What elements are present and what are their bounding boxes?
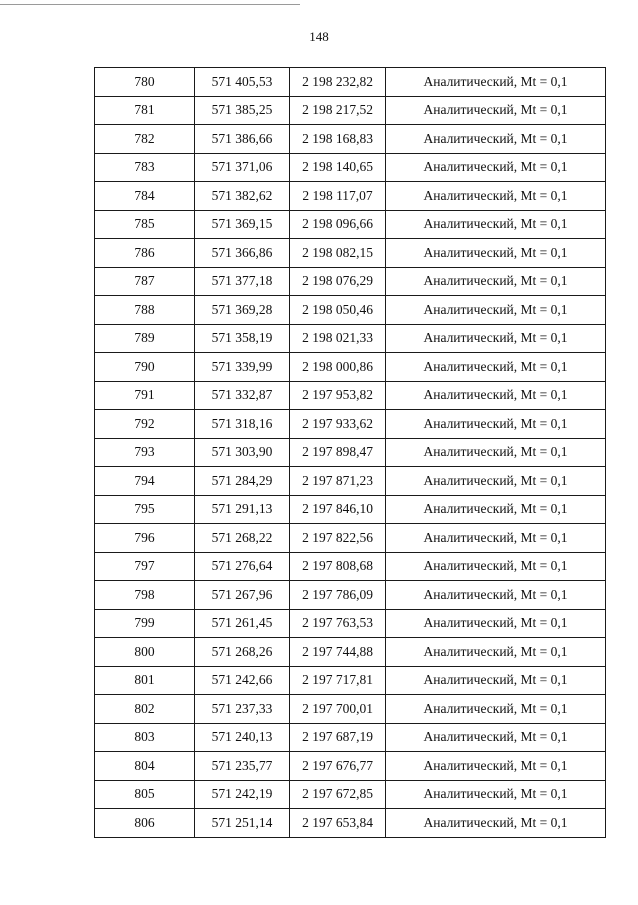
point-number-cell: 804 [95, 752, 195, 781]
y-coordinate-cell: 2 197 786,09 [290, 581, 386, 610]
point-number-cell: 781 [95, 96, 195, 125]
y-coordinate-cell: 2 197 676,77 [290, 752, 386, 781]
y-coordinate-cell: 2 198 000,86 [290, 353, 386, 382]
method-cell: Аналитический, Mt = 0,1 [386, 666, 606, 695]
y-coordinate-cell: 2 198 117,07 [290, 182, 386, 211]
table-row [95, 296, 606, 325]
y-coordinate-cell: 2 198 082,15 [290, 239, 386, 268]
y-coordinate-cell: 2 197 846,10 [290, 495, 386, 524]
page-number: 148 [309, 29, 329, 44]
point-number-cell: 786 [95, 239, 195, 268]
method-cell: Аналитический, Mt = 0,1 [386, 182, 606, 211]
table-row [95, 353, 606, 382]
point-number-cell: 802 [95, 695, 195, 724]
x-coordinate-cell: 571 251,14 [195, 809, 290, 838]
y-coordinate-cell: 2 197 687,19 [290, 723, 386, 752]
method-cell: Аналитический, Mt = 0,1 [386, 68, 606, 97]
table-row [95, 524, 606, 553]
x-coordinate-cell: 571 377,18 [195, 267, 290, 296]
y-coordinate-cell: 2 197 763,53 [290, 609, 386, 638]
y-coordinate-cell: 2 197 933,62 [290, 410, 386, 439]
y-coordinate-cell: 2 198 050,46 [290, 296, 386, 325]
x-coordinate-cell: 571 303,90 [195, 438, 290, 467]
table-row [95, 609, 606, 638]
method-cell: Аналитический, Mt = 0,1 [386, 96, 606, 125]
table-row [95, 96, 606, 125]
point-number-cell: 803 [95, 723, 195, 752]
table-row [95, 467, 606, 496]
y-coordinate-cell: 2 197 717,81 [290, 666, 386, 695]
table-row [95, 210, 606, 239]
y-coordinate-cell: 2 197 953,82 [290, 381, 386, 410]
x-coordinate-cell: 571 366,86 [195, 239, 290, 268]
table-row [95, 438, 606, 467]
x-coordinate-cell: 571 291,13 [195, 495, 290, 524]
x-coordinate-cell: 571 339,99 [195, 353, 290, 382]
point-number-cell: 784 [95, 182, 195, 211]
table-row [95, 809, 606, 838]
table-row [95, 381, 606, 410]
point-number-cell: 789 [95, 324, 195, 353]
x-coordinate-cell: 571 369,15 [195, 210, 290, 239]
table-row [95, 752, 606, 781]
y-coordinate-cell: 2 198 168,83 [290, 125, 386, 154]
y-coordinate-cell: 2 197 898,47 [290, 438, 386, 467]
method-cell: Аналитический, Mt = 0,1 [386, 125, 606, 154]
method-cell: Аналитический, Mt = 0,1 [386, 324, 606, 353]
coordinates-table [94, 67, 606, 838]
table-row [95, 723, 606, 752]
table-row [95, 552, 606, 581]
point-number-cell: 793 [95, 438, 195, 467]
method-cell: Аналитический, Mt = 0,1 [386, 153, 606, 182]
point-number-cell: 782 [95, 125, 195, 154]
table-row [95, 153, 606, 182]
x-coordinate-cell: 571 332,87 [195, 381, 290, 410]
table-row [95, 638, 606, 667]
method-cell: Аналитический, Mt = 0,1 [386, 296, 606, 325]
x-coordinate-cell: 571 240,13 [195, 723, 290, 752]
point-number-cell: 798 [95, 581, 195, 610]
point-number-cell: 785 [95, 210, 195, 239]
point-number-cell: 806 [95, 809, 195, 838]
y-coordinate-cell: 2 198 076,29 [290, 267, 386, 296]
point-number-cell: 805 [95, 780, 195, 809]
x-coordinate-cell: 571 369,28 [195, 296, 290, 325]
table-row [95, 182, 606, 211]
method-cell: Аналитический, Mt = 0,1 [386, 495, 606, 524]
y-coordinate-cell: 2 197 744,88 [290, 638, 386, 667]
point-number-cell: 794 [95, 467, 195, 496]
y-coordinate-cell: 2 197 672,85 [290, 780, 386, 809]
x-coordinate-cell: 571 268,22 [195, 524, 290, 553]
y-coordinate-cell: 2 198 232,82 [290, 68, 386, 97]
method-cell: Аналитический, Mt = 0,1 [386, 524, 606, 553]
y-coordinate-cell: 2 197 700,01 [290, 695, 386, 724]
method-cell: Аналитический, Mt = 0,1 [386, 780, 606, 809]
y-coordinate-cell: 2 197 808,68 [290, 552, 386, 581]
point-number-cell: 795 [95, 495, 195, 524]
table-row [95, 324, 606, 353]
x-coordinate-cell: 571 242,66 [195, 666, 290, 695]
y-coordinate-cell: 2 198 140,65 [290, 153, 386, 182]
table-row [95, 68, 606, 97]
method-cell: Аналитический, Mt = 0,1 [386, 467, 606, 496]
method-cell: Аналитический, Mt = 0,1 [386, 438, 606, 467]
x-coordinate-cell: 571 385,25 [195, 96, 290, 125]
coordinates-table-body [95, 68, 606, 838]
x-coordinate-cell: 571 268,26 [195, 638, 290, 667]
x-coordinate-cell: 571 318,16 [195, 410, 290, 439]
table-row [95, 125, 606, 154]
point-number-cell: 801 [95, 666, 195, 695]
table-row [95, 666, 606, 695]
point-number-cell: 800 [95, 638, 195, 667]
x-coordinate-cell: 571 386,66 [195, 125, 290, 154]
x-coordinate-cell: 571 382,62 [195, 182, 290, 211]
y-coordinate-cell: 2 197 871,23 [290, 467, 386, 496]
method-cell: Аналитический, Mt = 0,1 [386, 353, 606, 382]
method-cell: Аналитический, Mt = 0,1 [386, 609, 606, 638]
method-cell: Аналитический, Mt = 0,1 [386, 552, 606, 581]
point-number-cell: 790 [95, 353, 195, 382]
y-coordinate-cell: 2 197 653,84 [290, 809, 386, 838]
point-number-cell: 791 [95, 381, 195, 410]
point-number-cell: 780 [95, 68, 195, 97]
method-cell: Аналитический, Mt = 0,1 [386, 752, 606, 781]
y-coordinate-cell: 2 198 096,66 [290, 210, 386, 239]
point-number-cell: 799 [95, 609, 195, 638]
method-cell: Аналитический, Mt = 0,1 [386, 410, 606, 439]
y-coordinate-cell: 2 197 822,56 [290, 524, 386, 553]
table-row [95, 267, 606, 296]
method-cell: Аналитический, Mt = 0,1 [386, 239, 606, 268]
point-number-cell: 783 [95, 153, 195, 182]
top-rule [0, 4, 300, 5]
x-coordinate-cell: 571 237,33 [195, 695, 290, 724]
point-number-cell: 792 [95, 410, 195, 439]
table-row [95, 581, 606, 610]
table-row [95, 780, 606, 809]
x-coordinate-cell: 571 276,64 [195, 552, 290, 581]
method-cell: Аналитический, Mt = 0,1 [386, 695, 606, 724]
table-row [95, 495, 606, 524]
x-coordinate-cell: 571 261,45 [195, 609, 290, 638]
method-cell: Аналитический, Mt = 0,1 [386, 809, 606, 838]
point-number-cell: 796 [95, 524, 195, 553]
point-number-cell: 788 [95, 296, 195, 325]
x-coordinate-cell: 571 242,19 [195, 780, 290, 809]
method-cell: Аналитический, Mt = 0,1 [386, 723, 606, 752]
method-cell: Аналитический, Mt = 0,1 [386, 210, 606, 239]
table-row [95, 695, 606, 724]
y-coordinate-cell: 2 198 021,33 [290, 324, 386, 353]
x-coordinate-cell: 571 405,53 [195, 68, 290, 97]
table-row [95, 239, 606, 268]
x-coordinate-cell: 571 284,29 [195, 467, 290, 496]
x-coordinate-cell: 571 371,06 [195, 153, 290, 182]
method-cell: Аналитический, Mt = 0,1 [386, 381, 606, 410]
method-cell: Аналитический, Mt = 0,1 [386, 638, 606, 667]
table-row [95, 410, 606, 439]
x-coordinate-cell: 571 358,19 [195, 324, 290, 353]
x-coordinate-cell: 571 267,96 [195, 581, 290, 610]
method-cell: Аналитический, Mt = 0,1 [386, 581, 606, 610]
x-coordinate-cell: 571 235,77 [195, 752, 290, 781]
point-number-cell: 787 [95, 267, 195, 296]
point-number-cell: 797 [95, 552, 195, 581]
method-cell: Аналитический, Mt = 0,1 [386, 267, 606, 296]
y-coordinate-cell: 2 198 217,52 [290, 96, 386, 125]
